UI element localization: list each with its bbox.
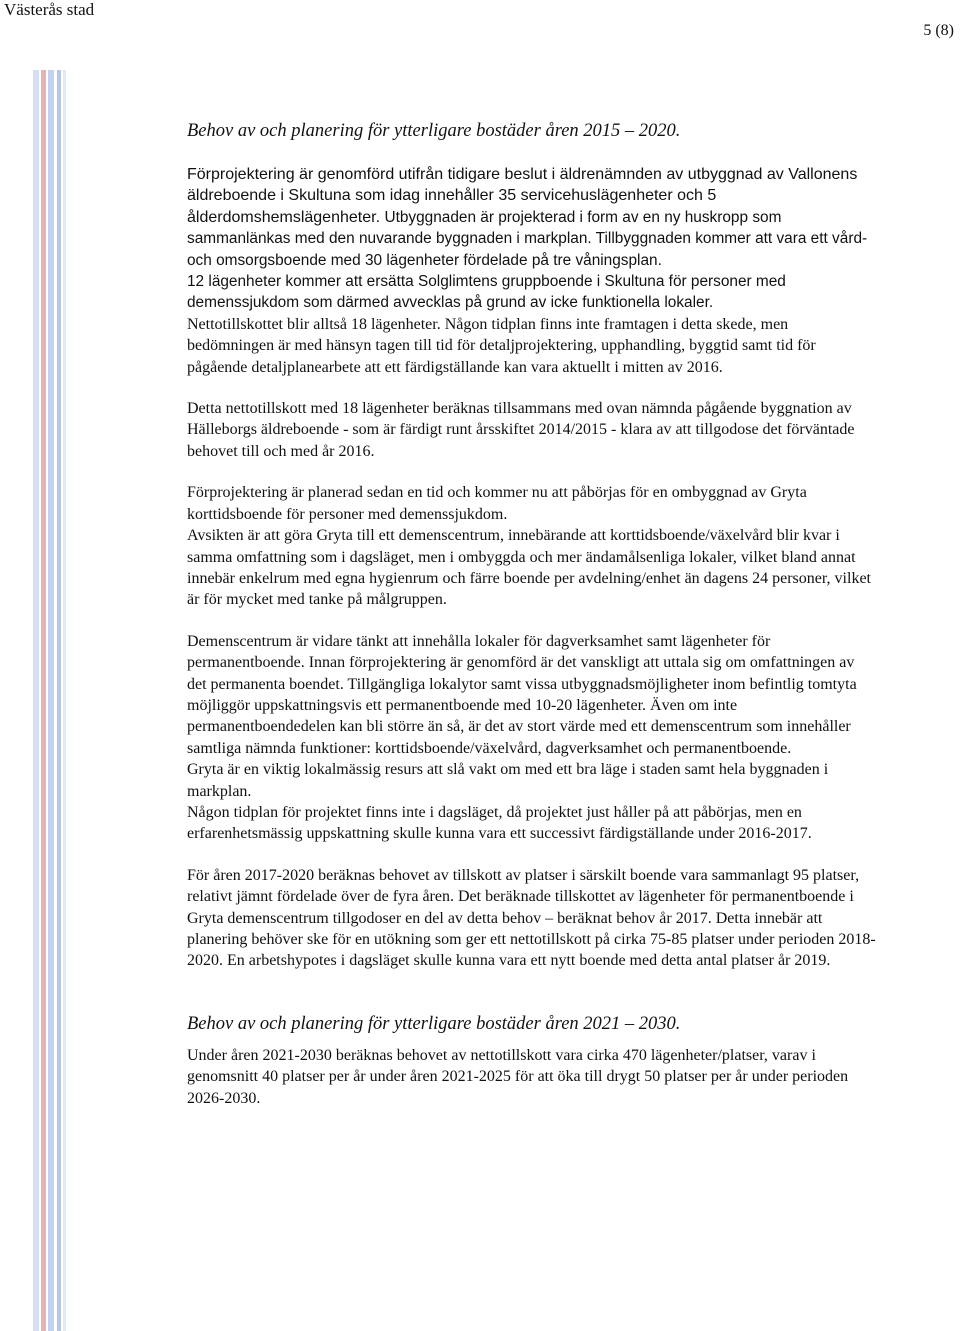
stripe-red xyxy=(41,70,46,1331)
stripe-blue-light xyxy=(33,70,39,1331)
text-fragment: Utbyggnaden är projekterad i form av en ny huskropp som sammanlänkas med den nuvarande byggnaden i markplan. Tillbyggnaden kommer att vara ett vård- och omsorgsboende med 30 lägenheter fördelade på tre våningsplan. xyxy=(187,208,868,269)
paragraph-2021-2030: Under åren 2021-2030 beräknas behovet av nettotillskott vara cirka 470 lägenheter/platser, varav i genomsnitt 40 platser per år under åren 2021-2025 för att öka till drygt 50 platser per år under perioden 2026-2030. xyxy=(187,1046,849,1107)
text-fragment: Nettotillskottet blir alltså 18 lägenheter. xyxy=(187,315,445,333)
paragraph-demenscentrum xyxy=(187,631,877,845)
stripe-blue-faint xyxy=(63,70,66,1331)
text-fragment: Förprojektering är genomförd utifrån tidigare beslut i äldrenämnden av utbyggnad av Vallonens äldreboende i Skultuna som idag innehåller 35 servicehuslägenheter och 5 ålderdomshemslägenheter. xyxy=(187,166,858,226)
page-number: 5 (8) xyxy=(923,22,954,39)
text-fragment: Gryta är en viktig lokalmässig resurs att slå vakt om med ett bra läge i staden samt hela byggnaden i markplan. xyxy=(187,761,829,800)
paragraph-halleborg: Detta nettotillskott med 18 lägenheter beräknas tillsammans med ovan nämnda pågående byggnation av Hälleborgs äldreboende - som är färdigt runt årsskiftet 2014/2015 - klara av att tillgodose det förväntade behovet till och med år 2016. xyxy=(187,400,855,460)
text-fragment: Avsikten är att göra Gryta till ett demenscentrum, innebärande att korttidsboende/växelvård blir kvar i samma omfattning som i dagsläget, men i ombyggda och mer ändamålsenliga lokaler, vilket bland annat innebär enkelrum med egna hygienrum och färre boende per avdelning/enhet än dagens 24 personer, vilket är för mycket med tanke på målgruppen. xyxy=(187,527,871,609)
header-organization: Västerås stad xyxy=(4,0,95,19)
text-fragment: Förprojektering är planerad sedan en tid och kommer nu att påbörjas för en ombyggnad av Gryta korttidsboende för personer med demenssjukdom. xyxy=(187,484,807,523)
paragraph-gryta-ombyggnad xyxy=(187,482,877,610)
text-fragment: Någon tidplan finns inte framtagen i detta skede, men bedömningen är med hänsyn tagen till tid för detaljprojektering, upphandling, byggtid samt tid för pågående detaljplanearbete att ett färdigställande kan vara aktuellt i mitten av 2016. xyxy=(187,315,816,376)
text-fragment: 12 lägenheter kommer att ersätta Solglimtens gruppboende i Skultuna för personer med demenssjukdom som därmed avvecklas på grund av icke funktionella lokaler. xyxy=(187,273,786,312)
stripe-blue-dark xyxy=(57,70,61,1331)
document-body xyxy=(187,121,877,1129)
stripe-blue xyxy=(48,70,54,1331)
paragraph-2017-2020: För åren 2017-2020 beräknas behovet av tillskott av platser i särskilt boende vara sammanlagt 95 platser, relativt jämnt fördelade över de fyra åren. Det beräknade tillskottet av lägenheter för permanentboende i Gryta demenscentrum tillgodoser en del av detta behov – beräknat behov år 2017. Detta innebär att planering behöver ske för en utökning som ger ett nettotillskott på cirka 75-85 platser under perioden 2018-2020. En arbetshypotes i dagsläget skulle kunna vara ett nytt boende med detta antal platser år 2019. xyxy=(187,866,876,970)
section-heading-2015-2020: Behov av och planering för ytterligare bostäder åren 2015 – 2020. xyxy=(187,121,681,141)
paragraph-vallonen xyxy=(187,164,877,378)
text-fragment: Demenscentrum är vidare tänkt att innehålla lokaler för dagverksamhet samt lägenheter för permanentboende. Innan förprojektering är genomförd är det vanskligt att uttala sig om omfattningen av det permanenta boendet. Tillgängliga lokalytor samt vissa utbyggnadsmöjligheter inom befintlig tomtyta möjliggör uppskattningsvis ett permanentboende med 10-20 lägenheter. Även om inte permanentboendedelen kan bli större än så, är det av stort värde med ett demenscentrum som innehåller samtliga nämnda funktioner: korttidsboende/växelvård, dagverksamhet och permanentboende. xyxy=(187,632,857,757)
text-fragment: Någon tidplan för projektet finns inte i dagsläget, då projektet just håller på att påbörjas, men en erfarenhetsmässig uppskattning skulle kunna vara ett successivt färdigställande under 2016-2017. xyxy=(187,803,812,843)
section-heading-2021-2030: Behov av och planering för ytterligare bostäder åren 2021 – 2030. xyxy=(187,1013,681,1034)
